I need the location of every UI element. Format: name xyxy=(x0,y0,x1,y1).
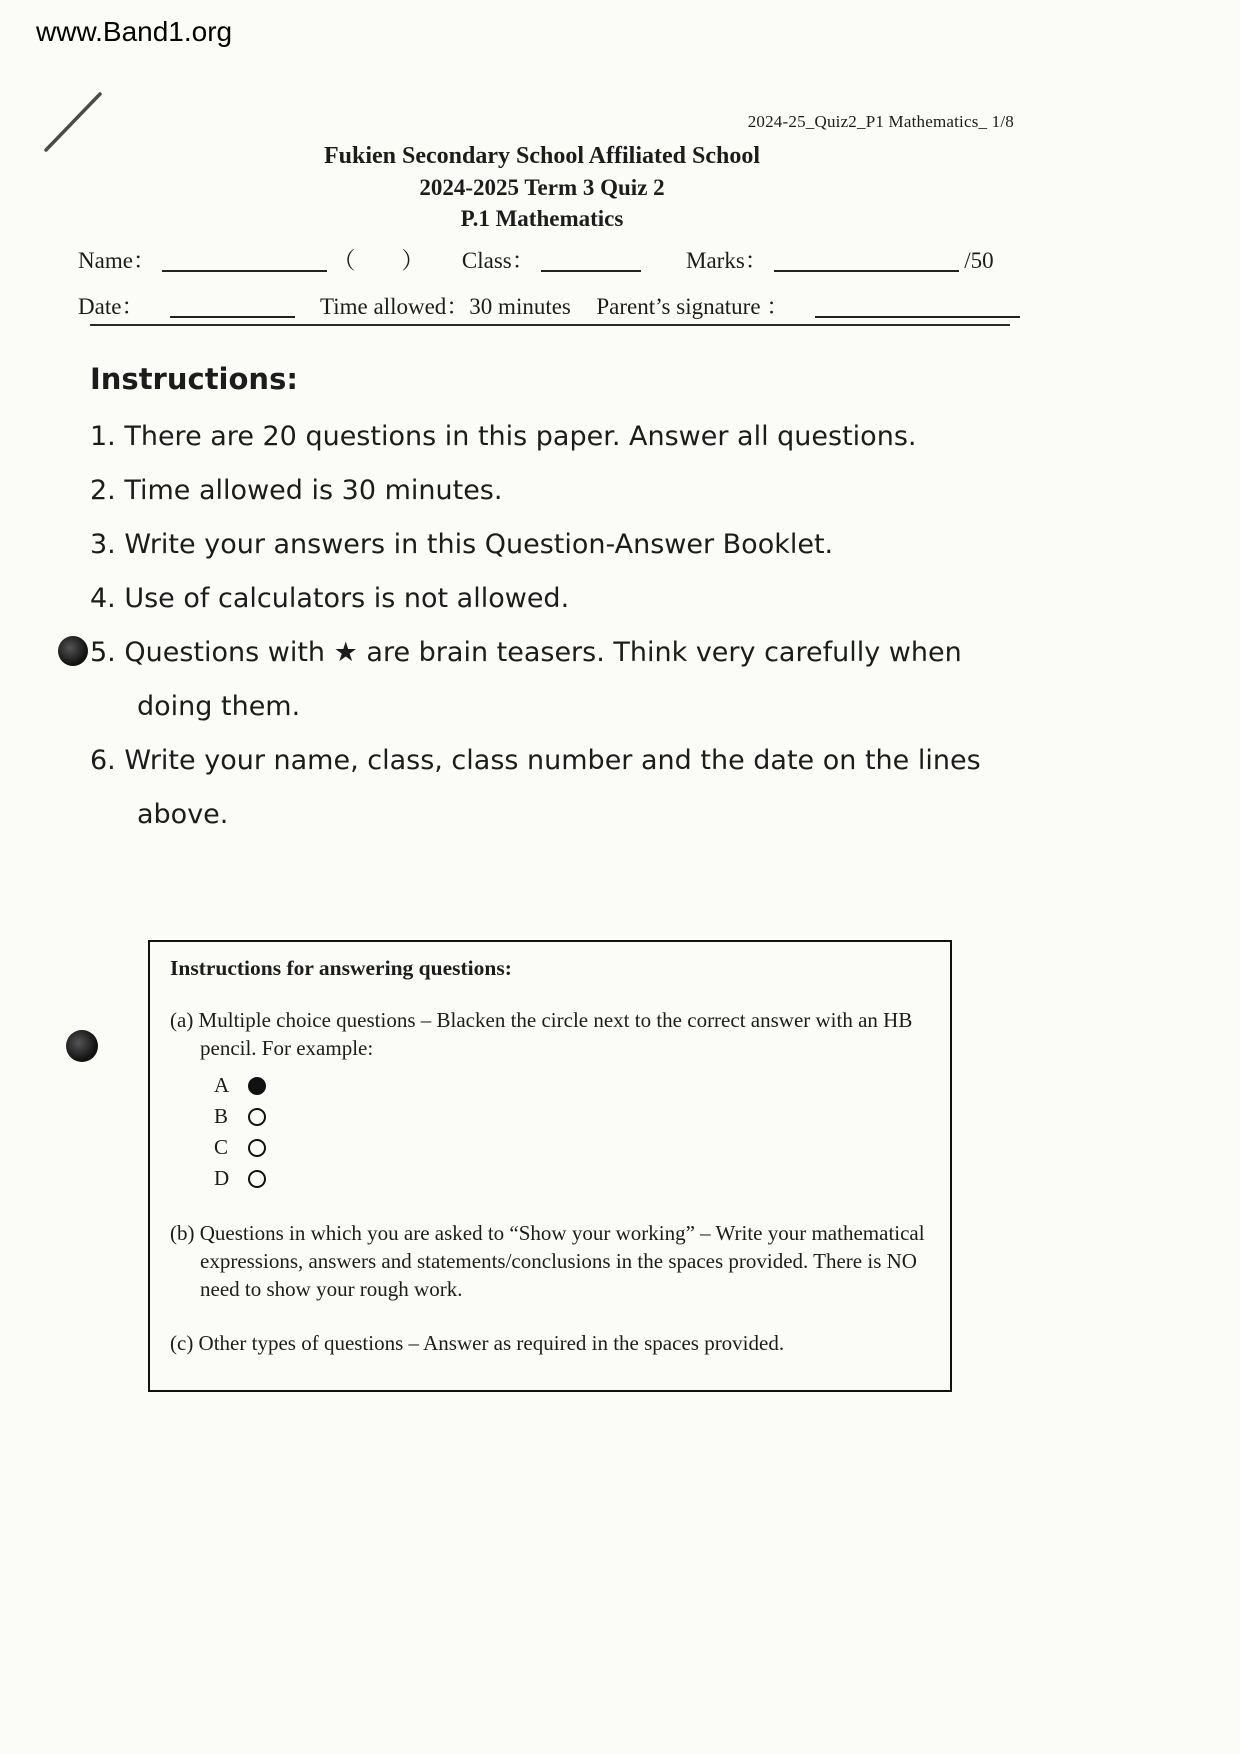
marks-total: /50 xyxy=(964,248,994,273)
parent-signature-blank xyxy=(815,292,1020,318)
instruction-item: 1. There are 20 questions in this paper. Answer all questions. xyxy=(90,421,917,452)
school-name: Fukien Secondary School Affiliated School xyxy=(323,143,761,169)
form-row-name xyxy=(78,242,1038,275)
answer-box-item-c: (c) Other types of questions – Answer as required in the spaces provided. xyxy=(170,1330,785,1355)
date-label: Date： xyxy=(78,294,145,319)
answering-instructions-box xyxy=(148,940,952,1392)
instruction-item: 4. Use of calculators is not allowed. xyxy=(90,583,570,614)
instructions-heading: Instructions: xyxy=(90,362,298,396)
subject-title: P.1 Mathematics xyxy=(460,206,624,231)
marks-blank xyxy=(774,246,959,272)
instruction-item: 2. Time allowed is 30 minutes. xyxy=(90,475,503,506)
instruction-item: 6. Write your name, class, class number and the date on the lines above. xyxy=(90,745,981,830)
form-row-date xyxy=(78,288,1038,321)
header-divider xyxy=(90,324,1010,326)
hole-punch-mark xyxy=(58,636,88,666)
document-reference: 2024-25_Quiz2_P1 Mathematics_ 1/8 xyxy=(747,112,1014,131)
marks-label: Marks： xyxy=(686,248,768,273)
title-block xyxy=(0,140,1084,234)
date-blank xyxy=(170,292,295,318)
mc-option-row xyxy=(214,1070,930,1101)
name-label: Name： xyxy=(78,248,156,273)
hole-punch-mark xyxy=(66,1030,98,1062)
mc-example-options xyxy=(214,1070,930,1194)
term-title: 2024-2025 Term 3 Quiz 2 xyxy=(419,175,665,200)
time-allowed-text: Time allowed：30 minutes xyxy=(320,294,571,319)
paren-close: ） xyxy=(401,248,425,273)
mc-option-row xyxy=(214,1163,930,1194)
mc-option-row xyxy=(214,1132,930,1163)
instructions-section xyxy=(90,352,990,842)
mc-option-label: C xyxy=(214,1135,229,1160)
parent-signature-label: Parent’s signature ： xyxy=(596,294,790,319)
class-blank xyxy=(541,246,641,272)
mc-option-circle xyxy=(248,1108,266,1126)
answer-box-item-a: (a) Multiple choice questions – Blacken the circle next to the correct answer with an HB pencil. For example: xyxy=(170,1008,913,1060)
mc-option-circle-filled xyxy=(248,1077,266,1095)
mc-option-circle xyxy=(248,1139,266,1157)
name-blank xyxy=(162,246,327,272)
mc-option-row xyxy=(214,1101,930,1132)
paren-open: （ xyxy=(332,248,356,273)
instruction-item: 3. Write your answers in this Question-Answer Booklet. xyxy=(90,529,834,560)
mc-option-label: A xyxy=(214,1073,230,1098)
class-label: Class： xyxy=(461,248,535,273)
mc-option-label: B xyxy=(214,1104,229,1129)
site-watermark: www.Band1.org xyxy=(36,16,233,47)
mc-option-circle xyxy=(248,1170,266,1188)
answer-box-heading: Instructions for answering questions: xyxy=(170,956,512,980)
instruction-item: 5. Questions with ★ are brain teasers. Think very carefully when doing them. xyxy=(90,637,962,722)
answer-box-item-b: (b) Questions in which you are asked to “Show your working” – Write your mathematical expressions, answers and statements/conclusions in the spaces provided. There is NO need to show your rough work. xyxy=(170,1221,925,1301)
mc-option-label: D xyxy=(214,1166,230,1191)
